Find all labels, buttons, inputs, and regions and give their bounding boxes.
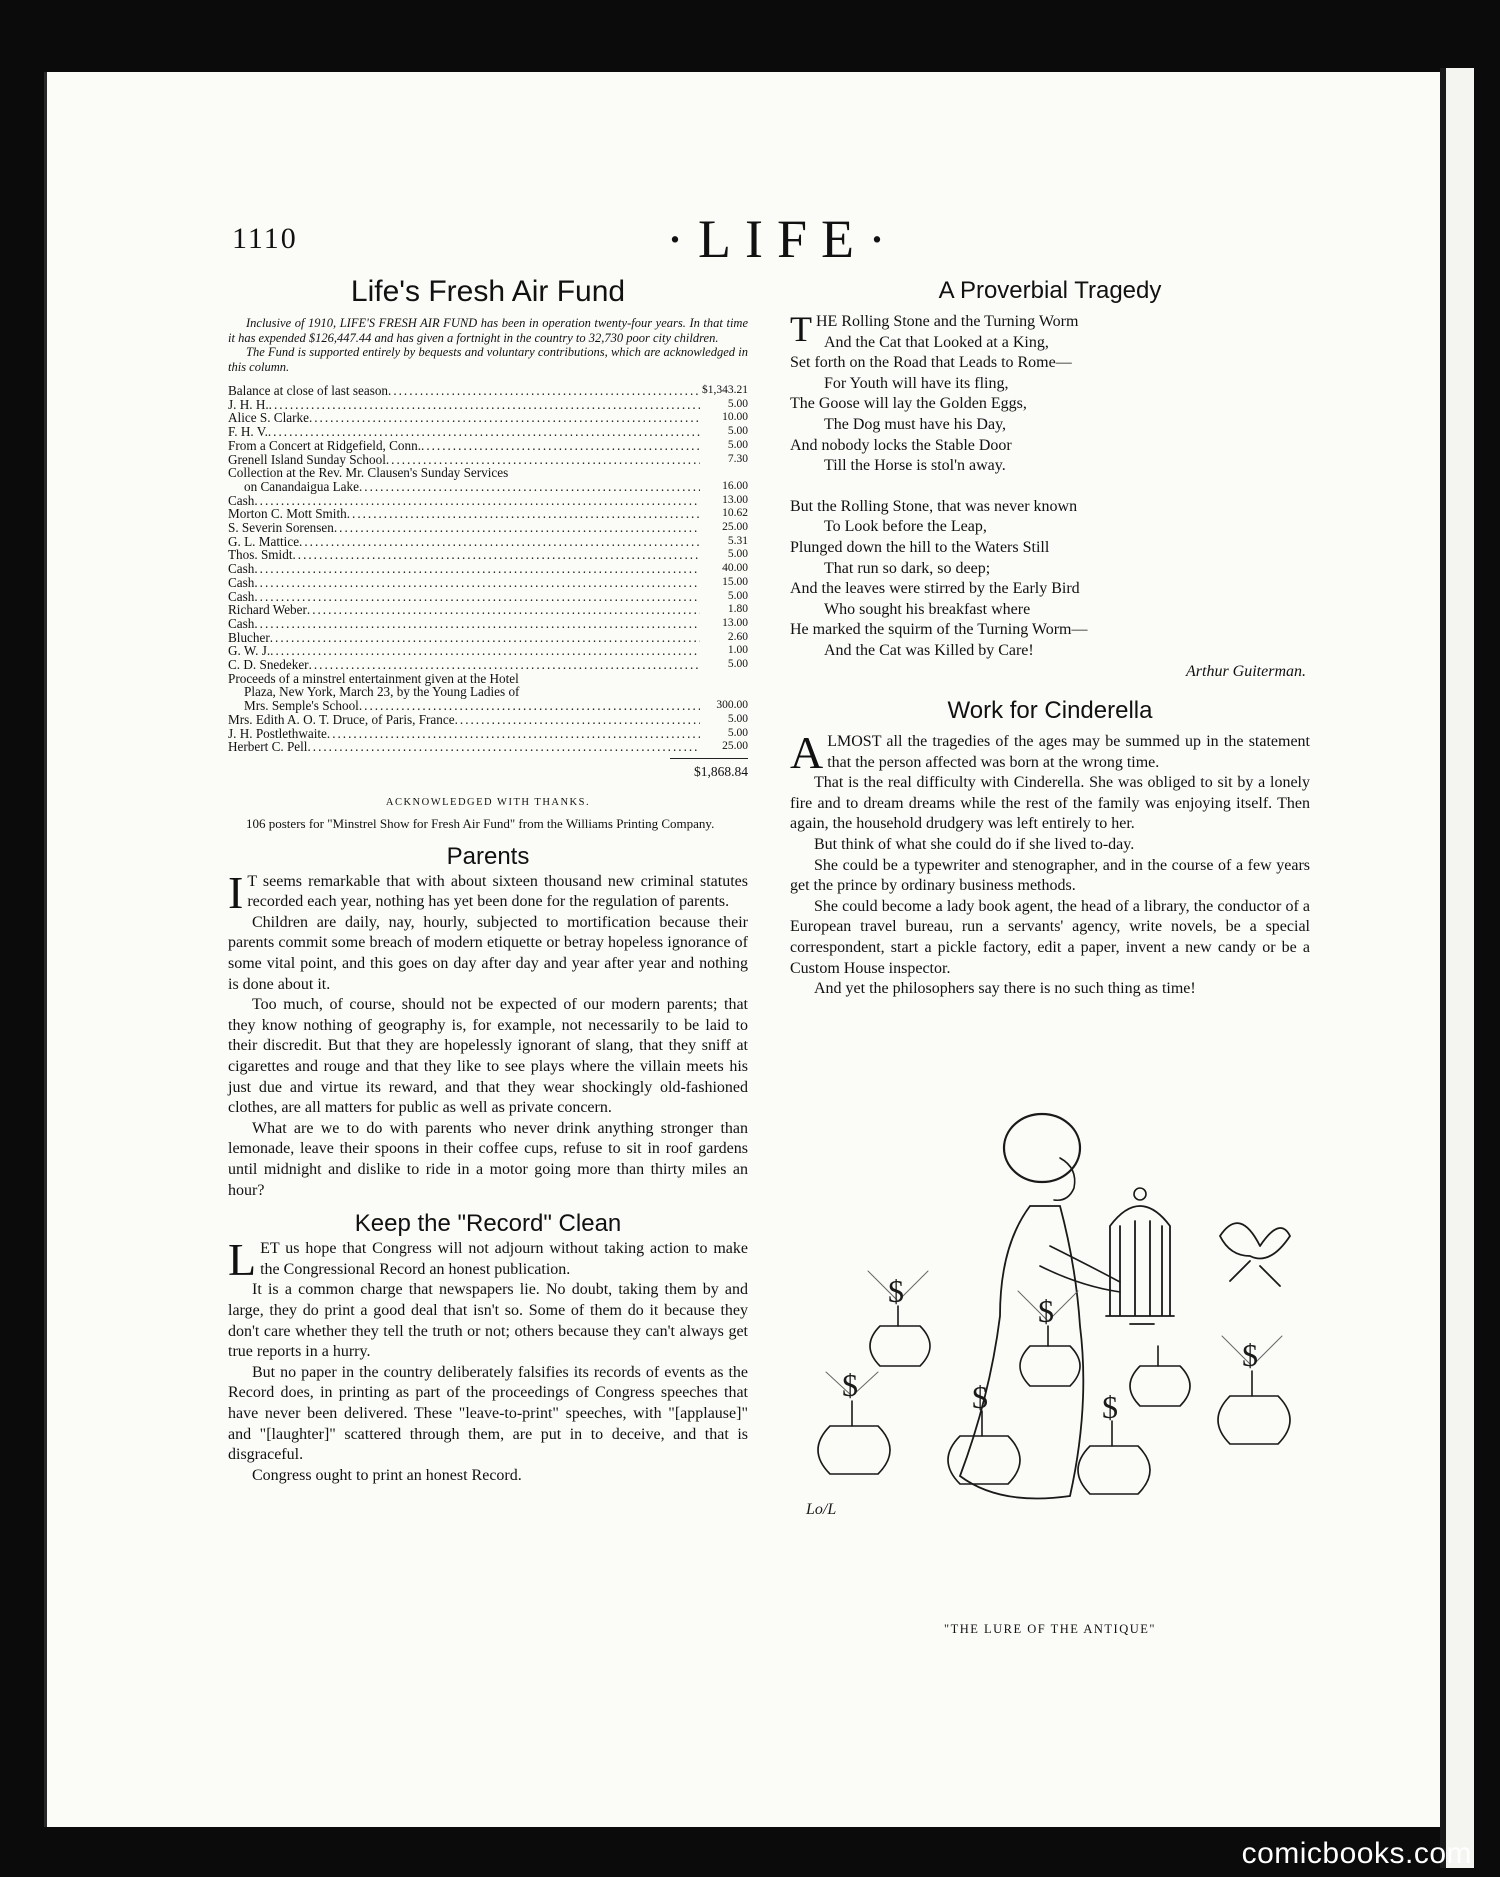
contributor-name: From a Concert at Ridgefield, Conn. (228, 437, 422, 453)
woman-dress (960, 1206, 1083, 1499)
fresh-air-fund-intro (228, 316, 748, 374)
poem-line: But the Rolling Stone, that was never known (790, 497, 1078, 515)
masthead: ·LIFE· (666, 209, 900, 269)
contribution-amount: 2.60 (727, 630, 748, 643)
contribution-amount: 5.00 (727, 726, 748, 739)
acknowledged-heading: ACKNOWLEDGED WITH THANKS. (385, 796, 591, 808)
contribution-row (228, 507, 748, 521)
contribution-row (228, 672, 748, 686)
contribution-row (228, 699, 748, 713)
poem-line: Plunged down the hill to the Waters Still (790, 538, 1050, 556)
dollar-sign: $ (1038, 1293, 1054, 1329)
contribution-row (228, 658, 748, 672)
parents-title: Parents (446, 842, 530, 870)
contribution-row (228, 727, 748, 741)
contributor-name: Mrs. Edith A. O. T. Druce, of Paris, France (228, 711, 455, 727)
article-paragraph: ALMOST all the tragedies of the ages may be summed up in the statement that the person affected was born at the wrong time. (790, 727, 1310, 779)
contribution-amount: 25.00 (722, 521, 748, 534)
contribution-row (228, 548, 748, 562)
contributor-name: Herbert C. Pell (228, 739, 308, 755)
poem-line: The Dog must have his Day, (824, 415, 1007, 433)
cinderella-title: Work for Cinderella (947, 697, 1153, 725)
contributor-name: Blucher (228, 629, 270, 645)
birdcage (1106, 1206, 1174, 1324)
birdcage-finial (1134, 1188, 1146, 1200)
woman-arms (1040, 1246, 1120, 1292)
poem-line: And nobody locks the Stable Door (790, 436, 1012, 454)
contributor-name: C. D. Snedeker (228, 657, 309, 673)
contribution-row (228, 603, 748, 617)
contributor-name: Cash (228, 492, 255, 508)
contribution-row (228, 439, 748, 453)
contribution-amount: 13.00 (722, 493, 748, 506)
poem-line: The Goose will lay the Golden Eggs, (790, 395, 1027, 413)
contributor-name: Cash (228, 561, 255, 577)
contribution-row (228, 521, 748, 535)
contribution-amount: 5.00 (727, 658, 748, 671)
record-title: Keep the "Record" Clean (354, 1210, 622, 1238)
article-paragraph: But think of what she could do if she lived to-day. (814, 836, 1135, 854)
contribution-row (228, 535, 748, 549)
article-paragraph: She could become a lady book agent, the head of a library, the conductor of a European travel bureau, run a servants' agency, write novels, be a special correspondent, start a pickle factory, edit a paper, invent a new candy or be a Custom House inspector. (790, 897, 1310, 977)
illustration-caption: "THE LURE OF THE ANTIQUE" (943, 1622, 1157, 1636)
article-paragraph: She could be a typewriter and stenographer, and in the course of a few years get the prince by ordinary business methods. (790, 856, 1310, 895)
contribution-amount: 5.31 (727, 534, 748, 547)
article-paragraph: I T seems remarkable that with about sixteen thousand new criminal statutes recorded each year, nothing has yet been done for the regulation of parents. (228, 866, 748, 918)
woman-hair (1004, 1114, 1080, 1182)
tragedy-title: A Proverbial Tragedy (938, 277, 1162, 304)
contributor-name: on Canandaigua Lake (244, 478, 359, 494)
poem-line: Till the Horse is stol'n away. (824, 457, 1006, 475)
contributor-name: Richard Weber (228, 602, 307, 618)
poem-line: That run so dark, so deep; (824, 559, 991, 577)
contribution-row (228, 617, 748, 631)
article-paragraph: LET us hope that Congress will not adjourn without taking action to make the Congressional Record an honest publication. (228, 1234, 748, 1286)
contribution-row (228, 453, 748, 467)
money-bag (1218, 1371, 1290, 1444)
contribution-row (228, 411, 748, 425)
dollar-sign: $ (1242, 1337, 1258, 1373)
contribution-amount: 1.00 (727, 644, 748, 657)
money-bag (1020, 1326, 1080, 1386)
fund-total: $1,868.84 (670, 758, 748, 783)
money-bag (818, 1401, 890, 1474)
dollar-sign: $ (842, 1367, 858, 1403)
winged-figure (1220, 1223, 1290, 1286)
contributor-name: Collection at the Rev. Mr. Clausen's Sunday Services (228, 465, 509, 481)
poem-line: Who sought his breakfast where (824, 600, 1031, 618)
contributor-name: Balance at close of last season (228, 383, 389, 398)
contributor-name: Plaza, New York, March 23, by the Young Ladies of (244, 684, 520, 700)
drop-cap: L (228, 1234, 257, 1286)
contribution-row (228, 576, 748, 590)
dollar-sign: $ (888, 1273, 904, 1309)
adjacent-page-edge (1440, 68, 1474, 1868)
poem-line: He marked the squirm of the Turning Worm— (790, 621, 1088, 639)
article-paragraph: But no paper in the country deliberately falsifies its records of events as the Record does, in printing as part of the proceedings of Congress speeches that have never been delivered. These "leave-to-print" speeches, with "[applause]" and "[laughter]" scattered through them, are put in to deceive, and that is disgraceful. (228, 1363, 748, 1464)
money-bag (1130, 1346, 1190, 1406)
contribution-amount: 7.30 (727, 452, 748, 465)
contribution-amount: 5.00 (727, 712, 748, 725)
contributor-name: Thos. Smidt (228, 547, 293, 563)
contribution-row (228, 562, 748, 576)
article-paragraph: That is the real difficulty with Cinderella. She was obliged to sit by a lonely fire and to dream dreams while the rest of the family was enjoying itself. Then again, the household drudgery was left entirely to her. (790, 774, 1310, 833)
artist-signature: Lo/L (806, 1501, 837, 1518)
contribution-row (228, 631, 748, 645)
record-article (228, 1234, 748, 1486)
contributor-name: J. H. H. (228, 396, 269, 412)
contribution-amount: 300.00 (716, 699, 748, 712)
poem-line: THE Rolling Stone and the Turning Worm (790, 309, 1079, 349)
contributor-name: G. W. J. (228, 643, 271, 659)
article-paragraph: Too much, of course, should not be expected of our modern parents; that they know nothing of geography is, for example, not necessarily to be laid to their discredit. But that they are hopelessly ignorant of slang, that they sniff at cigarettes and rouge and that they like to see plays where the villain meets his just due and virtue its reward, and that they wear shockingly old-fashioned clothes, are all matters for public as well as private concern. (228, 996, 748, 1117)
poem-stanza (790, 309, 1310, 477)
contributor-name: F. H. V. (228, 424, 268, 440)
lure-of-the-antique-illustration (790, 1096, 1310, 1616)
contribution-row (228, 480, 748, 494)
cinderella-article (790, 727, 1310, 1000)
article-paragraph: Children are daily, nay, hourly, subjected to mortification because their parents commit some breach of modern etiquette or betray hopeless ignorance of some vital point, and this goes on day after day and year after year and nothing is done about it. (228, 913, 748, 993)
contribution-amount: 5.00 (727, 438, 748, 451)
contributor-name: G. L. Mattice (228, 533, 300, 549)
contribution-amount: 40.00 (722, 562, 748, 575)
contribution-row (228, 425, 748, 439)
contribution-amount: 13.00 (722, 616, 748, 629)
contributor-name: Mrs. Semple's School (244, 698, 359, 714)
contribution-amount: $1,343.21 (702, 384, 748, 396)
contribution-amount: 5.00 (727, 425, 748, 438)
poem-line: To Look before the Leap, (824, 518, 987, 536)
contributor-name: Grenell Island Sunday School (228, 451, 386, 467)
right-column (790, 276, 1310, 1000)
contribution-amount: 5.00 (727, 589, 748, 602)
contributor-name: S. Severin Sorensen (228, 520, 334, 536)
contribution-row (228, 685, 748, 699)
poem-author: Arthur Guiterman. (1186, 662, 1306, 680)
poem-line: Set forth on the Road that Leads to Rome— (790, 354, 1072, 372)
contributions-list (228, 384, 748, 754)
contribution-row (228, 740, 748, 754)
contribution-row (228, 466, 748, 480)
contributor-name: Proceeds of a minstrel entertainment given at the Hotel (228, 670, 519, 686)
contribution-amount: 1.80 (727, 603, 748, 616)
contributor-name: J. H. Postlethwaite (228, 725, 327, 741)
money-bag (1078, 1421, 1150, 1494)
contribution-amount: 10.62 (722, 507, 748, 520)
drop-cap: T (790, 309, 812, 349)
contribution-row (228, 644, 748, 658)
article-paragraph: What are we to do with parents who never drink anything stronger than lemonade, leave their spoons in their coffee cups, refuse to sit in roof gardens until midnight and dislike to ride in a motor going more than thirty miles an hour? (228, 1119, 748, 1199)
contribution-row (228, 384, 748, 398)
poem-line: And the Cat was Killed by Care! (824, 641, 1034, 659)
contribution-amount: 5.00 (727, 397, 748, 410)
contribution-amount: 25.00 (722, 740, 748, 753)
contribution-row (228, 494, 748, 508)
drop-cap: I (228, 866, 244, 918)
dollar-sign: $ (1102, 1389, 1118, 1425)
contributor-name: Morton C. Mott Smith (228, 506, 347, 522)
page-number: 1110 (232, 222, 298, 255)
drop-cap: A (790, 727, 824, 779)
poem-line: And the leaves were stirred by the Early Bird (790, 580, 1080, 598)
contributor-name: Cash (228, 574, 255, 590)
contributor-name: Cash (228, 615, 255, 631)
intro-paragraph: Inclusive of 1910, LIFE'S FRESH AIR FUND has been in operation twenty-four years. In that time it has expended $126,447.44 and has given a fortnight in the country to 32,730 poor city children. (228, 316, 748, 345)
left-column (228, 274, 748, 1486)
contribution-amount: 16.00 (722, 479, 748, 492)
money-bag (948, 1411, 1020, 1484)
contribution-amount: 5.00 (727, 548, 748, 561)
parents-article (228, 866, 748, 1202)
posters-acknowledgment: 106 posters for "Minstrel Show for Fresh Air Fund" from the Williams Printing Company. (246, 816, 715, 832)
tragedy-poem (790, 309, 1310, 682)
poem-stanza (790, 497, 1310, 662)
article-paragraph: And yet the philosophers say there is no such thing as time! (814, 980, 1196, 998)
poem-line: For Youth will have its fling, (824, 374, 1009, 392)
dollar-sign: $ (972, 1379, 988, 1415)
contributor-name: Alice S. Clarke (228, 410, 309, 426)
contribution-amount: 15.00 (722, 575, 748, 588)
dollar-signs (842, 1273, 1258, 1425)
article-paragraph: Congress ought to print an honest Record. (252, 1466, 522, 1484)
contribution-amount: 10.00 (722, 411, 748, 424)
intro-paragraph: The Fund is supported entirely by bequests and voluntary contributions, which are acknowledged in this column. (228, 345, 748, 374)
money-bag (870, 1306, 930, 1366)
fresh-air-fund-title: Life's Fresh Air Fund (350, 275, 626, 308)
article-paragraph: It is a common charge that newspapers lie. No doubt, taking them by and large, they do print a good deal that isn't so. Some of them do it because they don't care whether they tell the truth or not; others because they can't always get true reports in a hurry. (228, 1281, 748, 1361)
poem-line: And the Cat that Looked at a King, (824, 333, 1049, 351)
contributor-name: Cash (228, 588, 255, 604)
contribution-row (228, 398, 748, 412)
contribution-row (228, 713, 748, 727)
contribution-row (228, 590, 748, 604)
watermark: comicbooks.com (1241, 1837, 1472, 1870)
